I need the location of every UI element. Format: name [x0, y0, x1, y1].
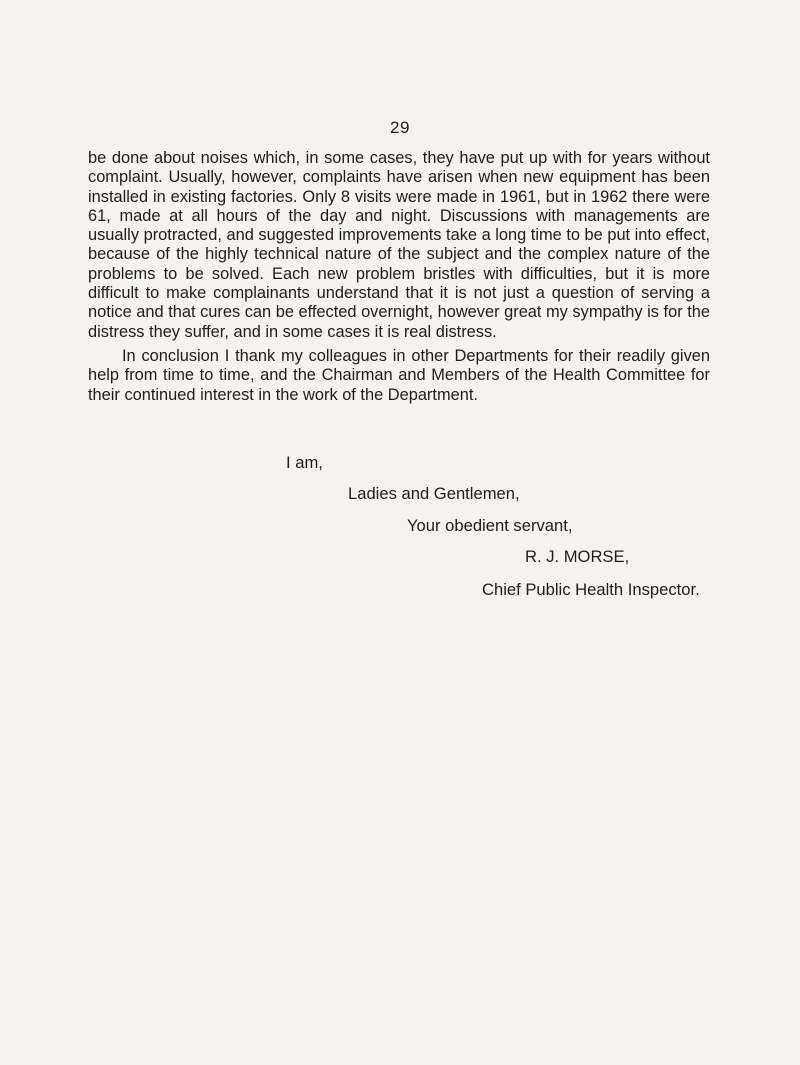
signatory-title: Chief Public Health Inspector. — [482, 580, 700, 599]
body-paragraph-noise-complaints: be done about noises which, in some cases, they have put up with for years without complaint. Usually, however, complaints have arisen when new equipment has been installed in existing factories. Only 8 visits were made in 1961, but in 1962 there were 61, made at all hours of the day and night. Discussions with managements are usually protracted, and suggested improvements take a long time to be put into effect, because of the highly technical nature of the subject and the complex nature of the problems to be solved. Each new problem bristles with difficulties, but it is more difficult to make complainants understand that it is not just a question of serving a notice and that cures can be effected overnight, however great my sympathy is for the distress they suffer, and in some cases it is real distress. — [88, 149, 710, 341]
closing-i-am: I am, — [286, 453, 323, 472]
closing-salutation: Ladies and Gentlemen, — [348, 484, 520, 503]
page-number: 29 — [390, 118, 410, 137]
closing-valediction: Your obedient servant, — [407, 516, 573, 535]
body-paragraph-conclusion: In conclusion I thank my colleagues in other Departments for their readily given help from time to time, and the Chairman and Members of the Health Committee for their continued interest in the work of the Department. — [88, 347, 710, 404]
signatory-name: R. J. MORSE, — [525, 547, 630, 566]
